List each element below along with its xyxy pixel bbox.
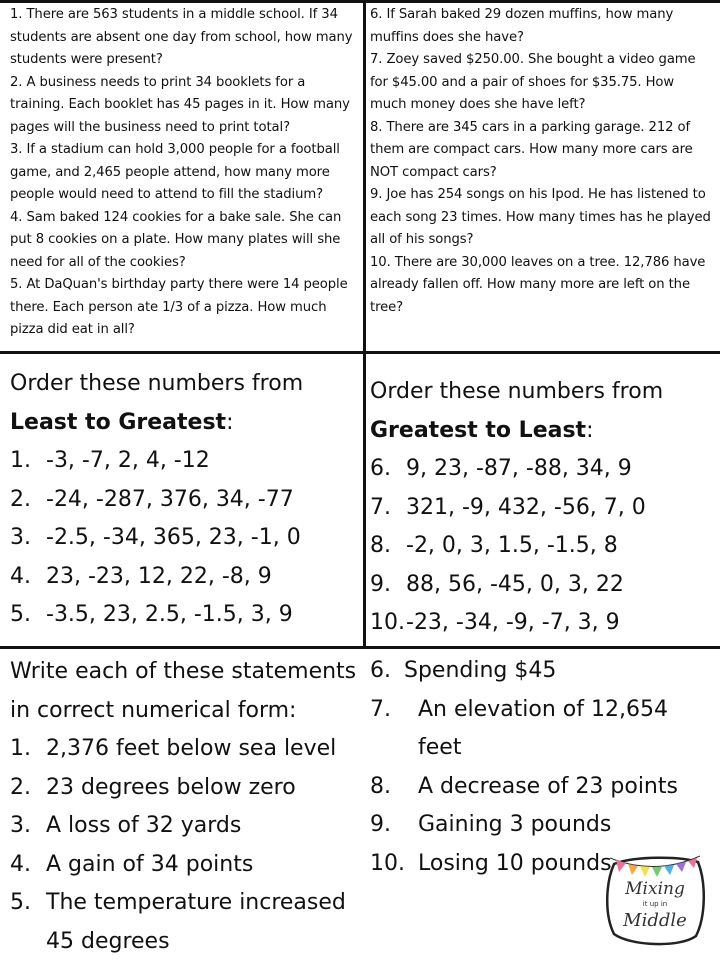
item-number: 10.: [370, 604, 406, 643]
item-number: 10.: [370, 845, 418, 884]
ordering-item: [10, 442, 360, 481]
word-problem-2: 2. A business needs to print 34 booklets for a training. Each booklet has 45 pages in it. How many pages will the business need to print total?: [10, 72, 358, 140]
ordering-right-title-line2: [370, 411, 715, 450]
word-problem-7: 7. Zoey saved $250.00. She bought a video game for $45.00 and a pair of shoes for $35.75. How much money does she have left?: [370, 49, 713, 117]
item-text: 9, 23, -87, -88, 34, 9: [406, 450, 632, 489]
word-problem-9: 9. Joe has 254 songs on his Ipod. He has listened to each song 23 times. How many times has he played all of his songs?: [370, 184, 713, 252]
statement-item: [10, 807, 360, 846]
statements-title-line2: in correct numerical form:: [10, 691, 360, 730]
ordering-item: [370, 527, 715, 566]
item-number: 5.: [10, 596, 46, 635]
ordering-item: [10, 519, 360, 558]
word-problems-right: [370, 4, 713, 349]
item-number: 3.: [10, 519, 46, 558]
word-problem-5: 5. At DaQuan's birthday party there were 14 people there. Each person ate 1/3 of a pizza. How much pizza did eat in all?: [10, 274, 358, 342]
ordering-right-title-colon: :: [586, 418, 593, 443]
divider-2: [0, 646, 720, 649]
divider-top: [0, 0, 720, 3]
statement-item: [10, 769, 360, 808]
statement-item: [10, 846, 360, 885]
item-text: Spending $45: [404, 652, 556, 691]
item-text: 88, 56, -45, 0, 3, 22: [406, 566, 624, 605]
statement-item: [370, 691, 715, 768]
item-text: -2, 0, 3, 1.5, -1.5, 8: [406, 527, 618, 566]
item-number: 2.: [10, 481, 46, 520]
logo-text-middle: Middle: [622, 910, 687, 931]
ordering-item: [10, 481, 360, 520]
word-problem-4: 4. Sam baked 124 cookies for a bake sale. She can put 8 cookies on a plate. How many plates will she need for all of the cookies?: [10, 207, 358, 275]
ordering-left-title-bold: Least to Greatest: [10, 410, 226, 435]
item-text: -24, -287, 376, 34, -77: [46, 481, 294, 520]
item-number: 8.: [370, 768, 418, 807]
item-text: A loss of 32 yards: [46, 807, 241, 846]
item-number: 4.: [10, 558, 46, 597]
item-text: -3.5, 23, 2.5, -1.5, 3, 9: [46, 596, 293, 635]
item-number: 6.: [370, 652, 404, 691]
statement-item-continued: [10, 923, 360, 961]
ordering-item: [370, 489, 715, 528]
divider-vertical: [363, 0, 366, 649]
logo-graphic: [600, 842, 710, 952]
logo-text-mixing: Mixing: [624, 879, 685, 899]
ordering-item: [370, 604, 715, 643]
statements-title-line1: Write each of these statements: [10, 652, 360, 691]
ordering-left-title-line2: [10, 403, 360, 442]
item-number: 7.: [370, 691, 418, 768]
item-number: 8.: [370, 527, 406, 566]
ordering-item: [370, 566, 715, 605]
ordering-right-title-bold: Greatest to Least: [370, 418, 586, 443]
statements-left: [10, 652, 360, 958]
ordering-left-title-line1: Order these numbers from: [10, 364, 360, 403]
item-number: 1.: [10, 730, 46, 769]
word-problem-1: 1. There are 563 students in a middle school. If 34 students are absent one day from school, how many students were present?: [10, 4, 358, 72]
item-text: 23 degrees below zero: [46, 769, 296, 808]
item-text: 2,376 feet below sea level: [46, 730, 336, 769]
item-number: 9.: [370, 806, 418, 845]
item-text: 23, -23, 12, 22, -8, 9: [46, 558, 272, 597]
item-number: 3.: [10, 807, 46, 846]
word-problem-8: 8. There are 345 cars in a parking garage. 212 of them are compact cars. How many more cars are NOT compact cars?: [370, 117, 713, 185]
logo-text-it-up-in: it up in: [643, 900, 667, 908]
statements-right: [370, 652, 715, 852]
ordering-item: [10, 558, 360, 597]
ordering-item: [10, 596, 360, 635]
ordering-left: [10, 364, 360, 644]
item-number: 4.: [10, 846, 46, 885]
item-text: A gain of 34 points: [46, 846, 253, 885]
ordering-right: [370, 372, 715, 644]
item-number: 6.: [370, 450, 406, 489]
item-number: 9.: [370, 566, 406, 605]
item-text: -23, -34, -9, -7, 3, 9: [406, 604, 620, 643]
item-number: [10, 923, 46, 961]
ordering-item: [370, 450, 715, 489]
statement-item: [370, 768, 715, 807]
ordering-left-title-colon: :: [226, 410, 233, 435]
item-number: 7.: [370, 489, 406, 528]
mixing-it-up-logo: [600, 842, 710, 952]
statement-item: [10, 730, 360, 769]
item-text: Gaining 3 pounds: [418, 806, 611, 845]
ordering-right-title-line1: Order these numbers from: [370, 372, 715, 411]
word-problem-6: 6. If Sarah baked 29 dozen muffins, how many muffins does she have?: [370, 4, 713, 49]
statement-item: [370, 652, 715, 691]
word-problem-10: 10. There are 30,000 leaves on a tree. 12,786 have already fallen off. How many more are left on the tree?: [370, 252, 713, 320]
item-text: -2.5, -34, 365, 23, -1, 0: [46, 519, 301, 558]
item-text: The temperature increased: [46, 884, 346, 923]
word-problems-left: [10, 4, 358, 349]
item-text: A decrease of 23 points: [418, 768, 678, 807]
item-text: Losing 10 pounds: [418, 845, 612, 884]
item-number: 5.: [10, 884, 46, 923]
statement-item: [10, 884, 360, 923]
item-text: 45 degrees: [46, 923, 170, 961]
item-number: 2.: [10, 769, 46, 808]
divider-1: [0, 351, 720, 354]
item-text: 321, -9, 432, -56, 7, 0: [406, 489, 646, 528]
item-text: -3, -7, 2, 4, -12: [46, 442, 210, 481]
statement-item: [370, 806, 715, 845]
item-text: An elevation of 12,654 feet: [418, 691, 715, 768]
word-problem-3: 3. If a stadium can hold 3,000 people for a football game, and 2,465 people attend, how many more people would need to attend to fill the stadium?: [10, 139, 358, 207]
item-number: 1.: [10, 442, 46, 481]
